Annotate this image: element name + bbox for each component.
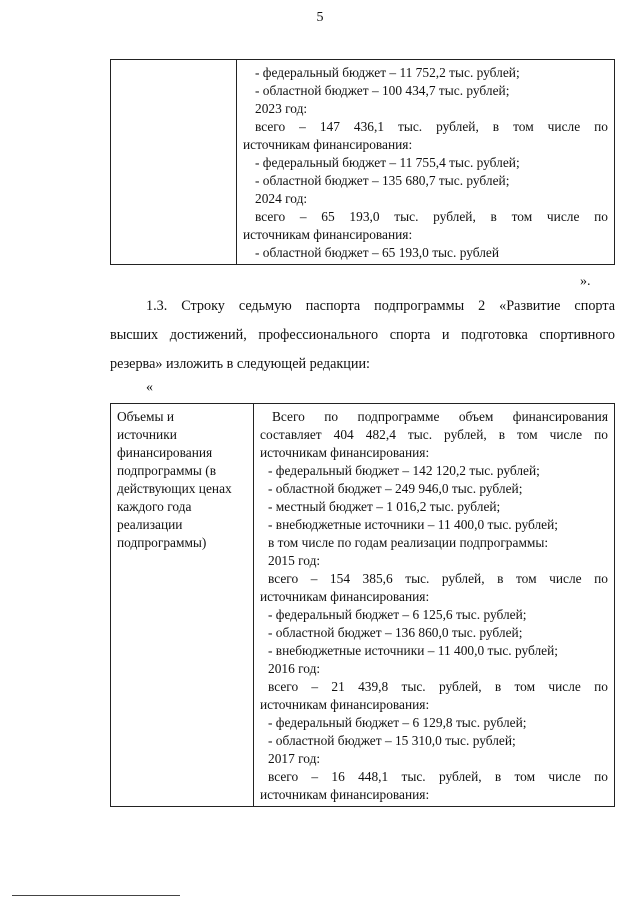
text-line: всего – 147 436,1 тыс. рублей, в том числе по: [255, 119, 608, 134]
text-line: - внебюджетные источники – 11 400,0 тыс. рублей;: [268, 643, 559, 658]
text-line: - федеральный бюджет – 142 120,2 тыс. рублей;: [268, 463, 540, 478]
text-line: Всего по подпрограмме объем финансирования: [272, 409, 608, 424]
text-line: - областной бюджет – 135 680,7 тыс. рублей;: [255, 173, 510, 188]
text-line: - внебюджетные источники – 11 400,0 тыс. рублей;: [268, 517, 559, 532]
text-line: - федеральный бюджет – 11 752,2 тыс. рублей;: [255, 65, 520, 80]
financing-details-cell: [237, 60, 615, 265]
text-line: источникам финансирования:: [243, 227, 413, 242]
financing-details-cell: [254, 404, 615, 807]
text-line: источникам финансирования:: [260, 787, 430, 802]
text-line: - федеральный бюджет – 6 129,8 тыс. рублей;: [268, 715, 527, 730]
text-line: - федеральный бюджет – 6 125,6 тыс. рублей;: [268, 607, 527, 622]
text-line: составляет 404 482,4 тыс. рублей, в том числе по: [260, 427, 608, 442]
paragraph-line: высших достижений, профессионального спорта и подготовка спортивного: [110, 327, 615, 343]
text-line: - областной бюджет – 100 434,7 тыс. рублей;: [255, 83, 510, 98]
text-line: - областной бюджет – 136 860,0 тыс. рублей;: [268, 625, 523, 640]
amendment-paragraph: [110, 292, 615, 379]
text-line: - федеральный бюджет – 11 755,4 тыс. рублей;: [255, 155, 520, 170]
opening-quote: «: [146, 380, 153, 395]
financing-table-continued: [110, 59, 615, 265]
row-label-line: реализации: [117, 517, 183, 532]
text-line: - областной бюджет – 249 946,0 тыс. рублей;: [268, 481, 523, 496]
text-line: 2017 год:: [268, 751, 321, 766]
row-label-line: источники: [117, 427, 177, 442]
footnote-divider: [12, 895, 180, 896]
text-line: в том числе по годам реализации подпрограммы:: [268, 535, 549, 550]
row-label-line: подпрограммы (в: [117, 463, 217, 478]
table-row: [111, 404, 615, 807]
text-line: 2016 год:: [268, 661, 321, 676]
text-line: - местный бюджет – 1 016,2 тыс. рублей;: [268, 499, 501, 514]
text-line: 2023 год:: [255, 101, 308, 116]
text-line: всего – 16 448,1 тыс. рублей, в том числе по: [268, 769, 608, 784]
row-label-line: действующих ценах: [117, 481, 232, 496]
paragraph-line: резерва» изложить в следующей редакции:: [110, 356, 370, 372]
text-line: 2015 год:: [268, 553, 321, 568]
empty-label-cell: [111, 60, 237, 265]
text-line: 2024 год:: [255, 191, 308, 206]
text-line: всего – 154 385,6 тыс. рублей, в том числе по: [268, 571, 608, 586]
row-label-line: каждого года: [117, 499, 192, 514]
page-number: 5: [316, 10, 324, 25]
financing-table-new: [110, 403, 615, 807]
closing-quote: ».: [580, 274, 591, 289]
row-label-cell: [111, 404, 254, 807]
row-label-line: финансирования: [117, 445, 213, 460]
text-line: - областной бюджет – 65 193,0 тыс. рублей: [255, 245, 499, 260]
text-line: всего – 21 439,8 тыс. рублей, в том числе по: [268, 679, 608, 694]
text-line: источникам финансирования:: [260, 589, 430, 604]
row-label-line: Объемы и: [117, 409, 175, 424]
paragraph-line: 1.3. Строку седьмую паспорта подпрограммы 2 «Развитие спорта: [146, 298, 615, 314]
text-line: всего – 65 193,0 тыс. рублей, в том числе по: [255, 209, 608, 224]
text-line: - областной бюджет – 15 310,0 тыс. рублей;: [268, 733, 516, 748]
row-label-line: подпрограммы): [117, 535, 207, 550]
text-line: источникам финансирования:: [243, 137, 413, 152]
text-line: источникам финансирования:: [260, 697, 430, 712]
text-line: источникам финансирования:: [260, 445, 430, 460]
table-row: [111, 60, 615, 265]
